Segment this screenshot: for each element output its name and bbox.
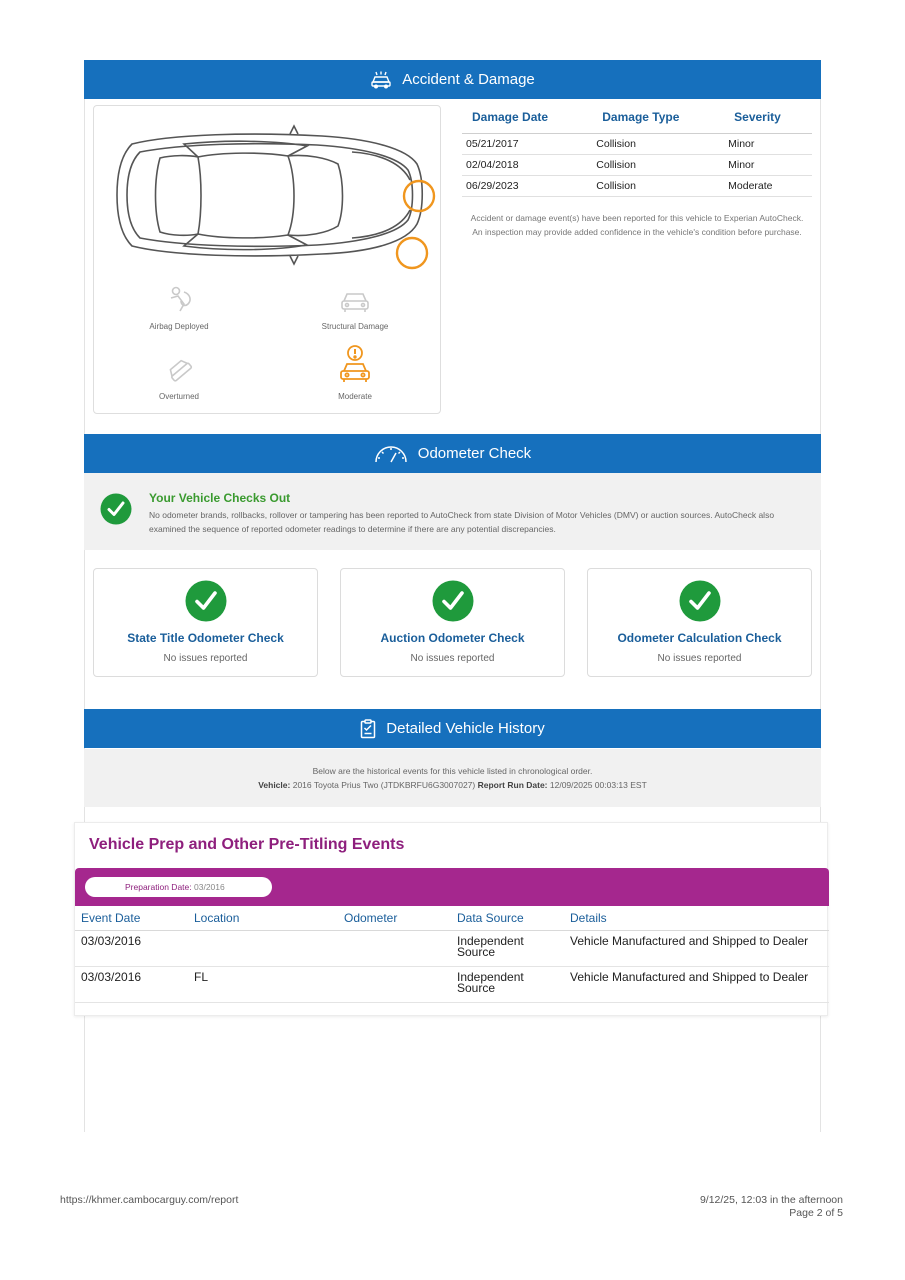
damage-disclaimer: Accident or damage event(s) have been reported for this vehicle to Experian AutoCheck. An inspection may provide added confidence in the vehicle's condition before purchase. [470, 213, 804, 237]
overturned-car-icon [104, 354, 254, 386]
footer-url: https://khmer.cambocarguy.com/report [60, 1194, 239, 1206]
airbag-label: Airbag Deployed [149, 322, 209, 331]
damage-table-header-row [462, 104, 812, 134]
severity-cell: Minor [724, 155, 812, 176]
card-status: No issues reported [163, 653, 248, 664]
details-cell: Vehicle Manufactured and Shipped to Dealer [564, 931, 829, 967]
check-circle-icon [679, 580, 721, 627]
odometer-status-text: No odometer brands, rollbacks, rollover or tampering has been reported to AutoCheck from state Division of Motor Vehicles (DMV) or auction sources. AutoCheck also examined the sequence of reported odometer readings to determine if there are any potential discrepancies. [149, 510, 775, 534]
prep-date-label: Preparation Date: [125, 882, 192, 892]
vehicle-history-header [84, 709, 821, 748]
history-intro-text: Below are the historical events for this vehicle listed in chronological order. [312, 766, 593, 776]
odometer-check-title: Odometer Check [417, 445, 532, 462]
history-vehicle-line [84, 780, 821, 790]
footer-timestamp: 9/12/25, 12:03 in the afternoon [699, 1194, 843, 1206]
damage-date-cell: 05/21/2017 [462, 134, 592, 155]
prep-events-card [74, 822, 828, 1016]
location-cell [188, 931, 338, 967]
odometer-cell [338, 967, 451, 1003]
airbag-icon [104, 284, 254, 316]
car-front-icon [280, 290, 430, 316]
overturned-label: Overturned [158, 392, 200, 401]
data-source-column-header: Data Source [451, 906, 564, 931]
severity-cell: Moderate [724, 176, 812, 197]
severity-label: Moderate [338, 392, 372, 401]
car-top-view-diagram [112, 124, 442, 274]
severity-badge [280, 344, 430, 401]
check-circle-icon [432, 580, 474, 627]
data-source-cell: Independent Source [451, 967, 564, 1003]
severity-cell: Minor [724, 134, 812, 155]
table-row [462, 155, 812, 176]
auction-odometer-card [340, 568, 565, 677]
clipboard-check-icon [360, 719, 376, 739]
card-title: Auction Odometer Check [380, 631, 525, 645]
damage-date-cell: 06/29/2023 [462, 176, 592, 197]
damage-date-cell: 02/04/2018 [462, 155, 592, 176]
damage-type-cell: Collision [592, 176, 724, 197]
prep-events-table [75, 906, 829, 1003]
table-row [462, 134, 812, 155]
details-column-header: Details [564, 906, 829, 931]
check-circle-icon [185, 580, 227, 627]
card-title: Odometer Calculation Check [617, 631, 782, 645]
card-status: No issues reported [657, 653, 742, 664]
run-date-label: Report Run Date: [477, 780, 548, 790]
overturned-badge [104, 354, 254, 401]
event-date-cell: 03/03/2016 [75, 967, 188, 1003]
vehicle-label: Vehicle: [258, 780, 291, 790]
odometer-status-banner [84, 473, 821, 550]
odometer-status-title: Your Vehicle Checks Out [149, 491, 291, 505]
card-status: No issues reported [410, 653, 495, 664]
events-table-header-row [75, 906, 829, 931]
damage-date-column-header: Damage Date [462, 104, 592, 134]
odometer-check-header [84, 434, 821, 473]
location-cell: FL [188, 967, 338, 1003]
event-date-column-header: Event Date [75, 906, 188, 931]
vehicle-value: 2016 Toyota Prius Two (JTDKBRFU6G3007027) [292, 780, 476, 790]
odometer-calculation-card [587, 568, 812, 677]
severity-column-header: Severity [724, 104, 812, 134]
car-crash-icon [370, 71, 392, 89]
run-date-value: 12/09/2025 00:03:13 EST [549, 780, 647, 790]
speedometer-icon [374, 444, 408, 464]
prep-date-pill [85, 877, 272, 897]
state-title-odometer-card [93, 568, 318, 677]
prep-date-value: 03/2016 [194, 882, 225, 892]
event-date-cell: 03/03/2016 [75, 931, 188, 967]
card-title: State Title Odometer Check [127, 631, 284, 645]
damage-events-table [462, 104, 812, 197]
structural-damage-label: Structural Damage [321, 322, 389, 331]
damage-type-column-header: Damage Type [592, 104, 724, 134]
accident-damage-header [84, 60, 821, 99]
airbag-badge [104, 284, 254, 331]
history-intro-banner [84, 749, 821, 807]
data-source-cell: Independent Source [451, 931, 564, 967]
prep-date-bar [75, 868, 829, 906]
accident-damage-title: Accident & Damage [402, 71, 535, 88]
location-column-header: Location [188, 906, 338, 931]
table-row [75, 967, 829, 1003]
details-cell: Vehicle Manufactured and Shipped to Dealer [564, 967, 829, 1003]
prep-events-title: Vehicle Prep and Other Pre-Titling Events [89, 836, 405, 853]
odometer-cell [338, 931, 451, 967]
odometer-column-header: Odometer [338, 906, 451, 931]
damage-diagram-panel [93, 105, 441, 414]
damage-type-cell: Collision [592, 134, 724, 155]
vehicle-history-title: Detailed Vehicle History [386, 720, 545, 737]
check-circle-icon [100, 493, 132, 530]
damage-type-cell: Collision [592, 155, 724, 176]
table-row [75, 931, 829, 967]
footer-page-number: Page 2 of 5 [789, 1207, 843, 1219]
car-warning-icon [280, 344, 430, 386]
structural-damage-badge [280, 290, 430, 331]
table-row [462, 176, 812, 197]
footer-meta [700, 1194, 843, 1220]
